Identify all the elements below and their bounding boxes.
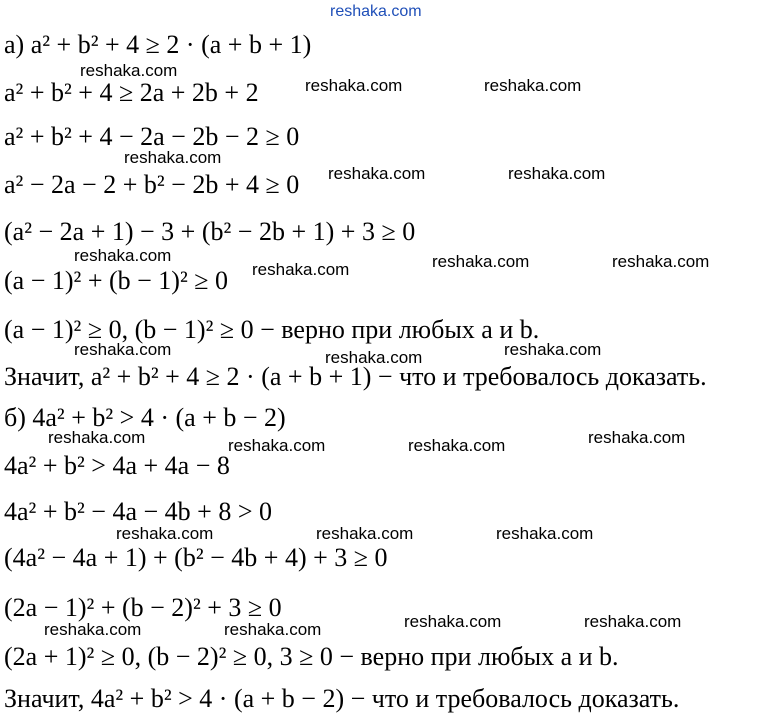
watermark: reshaka.com [48,428,146,447]
watermark: reshaka.com [228,436,326,455]
watermark: reshaka.com [612,252,710,271]
part-a-step-2: a² + b² + 4 − 2a − 2b − 2 ≥ 0 [4,122,300,151]
watermark: reshaka.com [408,436,506,455]
watermark: reshaka.com [316,524,414,543]
part-b-step-4: (2a − 1)² + (b − 2)² + 3 ≥ 0 [4,593,282,622]
watermark: reshaka.com [325,348,423,367]
part-a-step-4: (a² − 2a + 1) − 3 + (b² − 2b + 1) + 3 ≥ 0 [4,217,416,246]
watermark: reshaka.com [224,620,322,639]
watermark: reshaka.com [252,260,350,279]
watermark: reshaka.com [305,76,403,95]
watermark: reshaka.com [584,612,682,631]
watermark: reshaka.com [328,164,426,183]
watermark-top: reshaka.com [330,3,422,20]
part-b-conclusion: Значит, 4a² + b² > 4 · (a + b − 2) − что и требовалось доказать. [4,684,680,713]
watermark: reshaka.com [504,340,602,359]
watermark: reshaka.com [432,252,530,271]
part-b-step-2: 4a² + b² − 4a − 4b + 8 > 0 [4,497,272,526]
watermark: reshaka.com [124,148,222,167]
part-a-step-1: a² + b² + 4 ≥ 2a + 2b + 2 [4,78,259,107]
watermark: reshaka.com [496,524,594,543]
watermark: reshaka.com [44,620,142,639]
watermark: reshaka.com [116,524,214,543]
part-b-step-1: 4a² + b² > 4a + 4a − 8 [4,451,230,480]
part-a-step-3: a² − 2a − 2 + b² − 2b + 4 ≥ 0 [4,170,300,199]
watermark: reshaka.com [588,428,686,447]
part-b-statement: б) 4a² + b² > 4 · (a + b − 2) [4,403,286,432]
part-b-step-5: (2a + 1)² ≥ 0, (b − 2)² ≥ 0, 3 ≥ 0 − верно при любых a и b. [4,642,619,671]
watermark: reshaka.com [484,76,582,95]
watermark: reshaka.com [508,164,606,183]
watermark: reshaka.com [404,612,502,631]
part-a-statement: а) a² + b² + 4 ≥ 2 · (a + b + 1) [4,30,312,59]
part-a-step-6: (a − 1)² ≥ 0, (b − 1)² ≥ 0 − верно при любых a и b. [4,315,540,344]
watermark: reshaka.com [80,61,178,80]
watermark: reshaka.com [74,340,172,359]
part-a-step-5: (a − 1)² + (b − 1)² ≥ 0 [4,266,229,295]
part-a-conclusion: Значит, a² + b² + 4 ≥ 2 · (a + b + 1) − что и требовалось доказать. [4,362,707,391]
part-b-step-3: (4a² − 4a + 1) + (b² − 4b + 4) + 3 ≥ 0 [4,543,388,572]
watermark: reshaka.com [74,246,172,265]
